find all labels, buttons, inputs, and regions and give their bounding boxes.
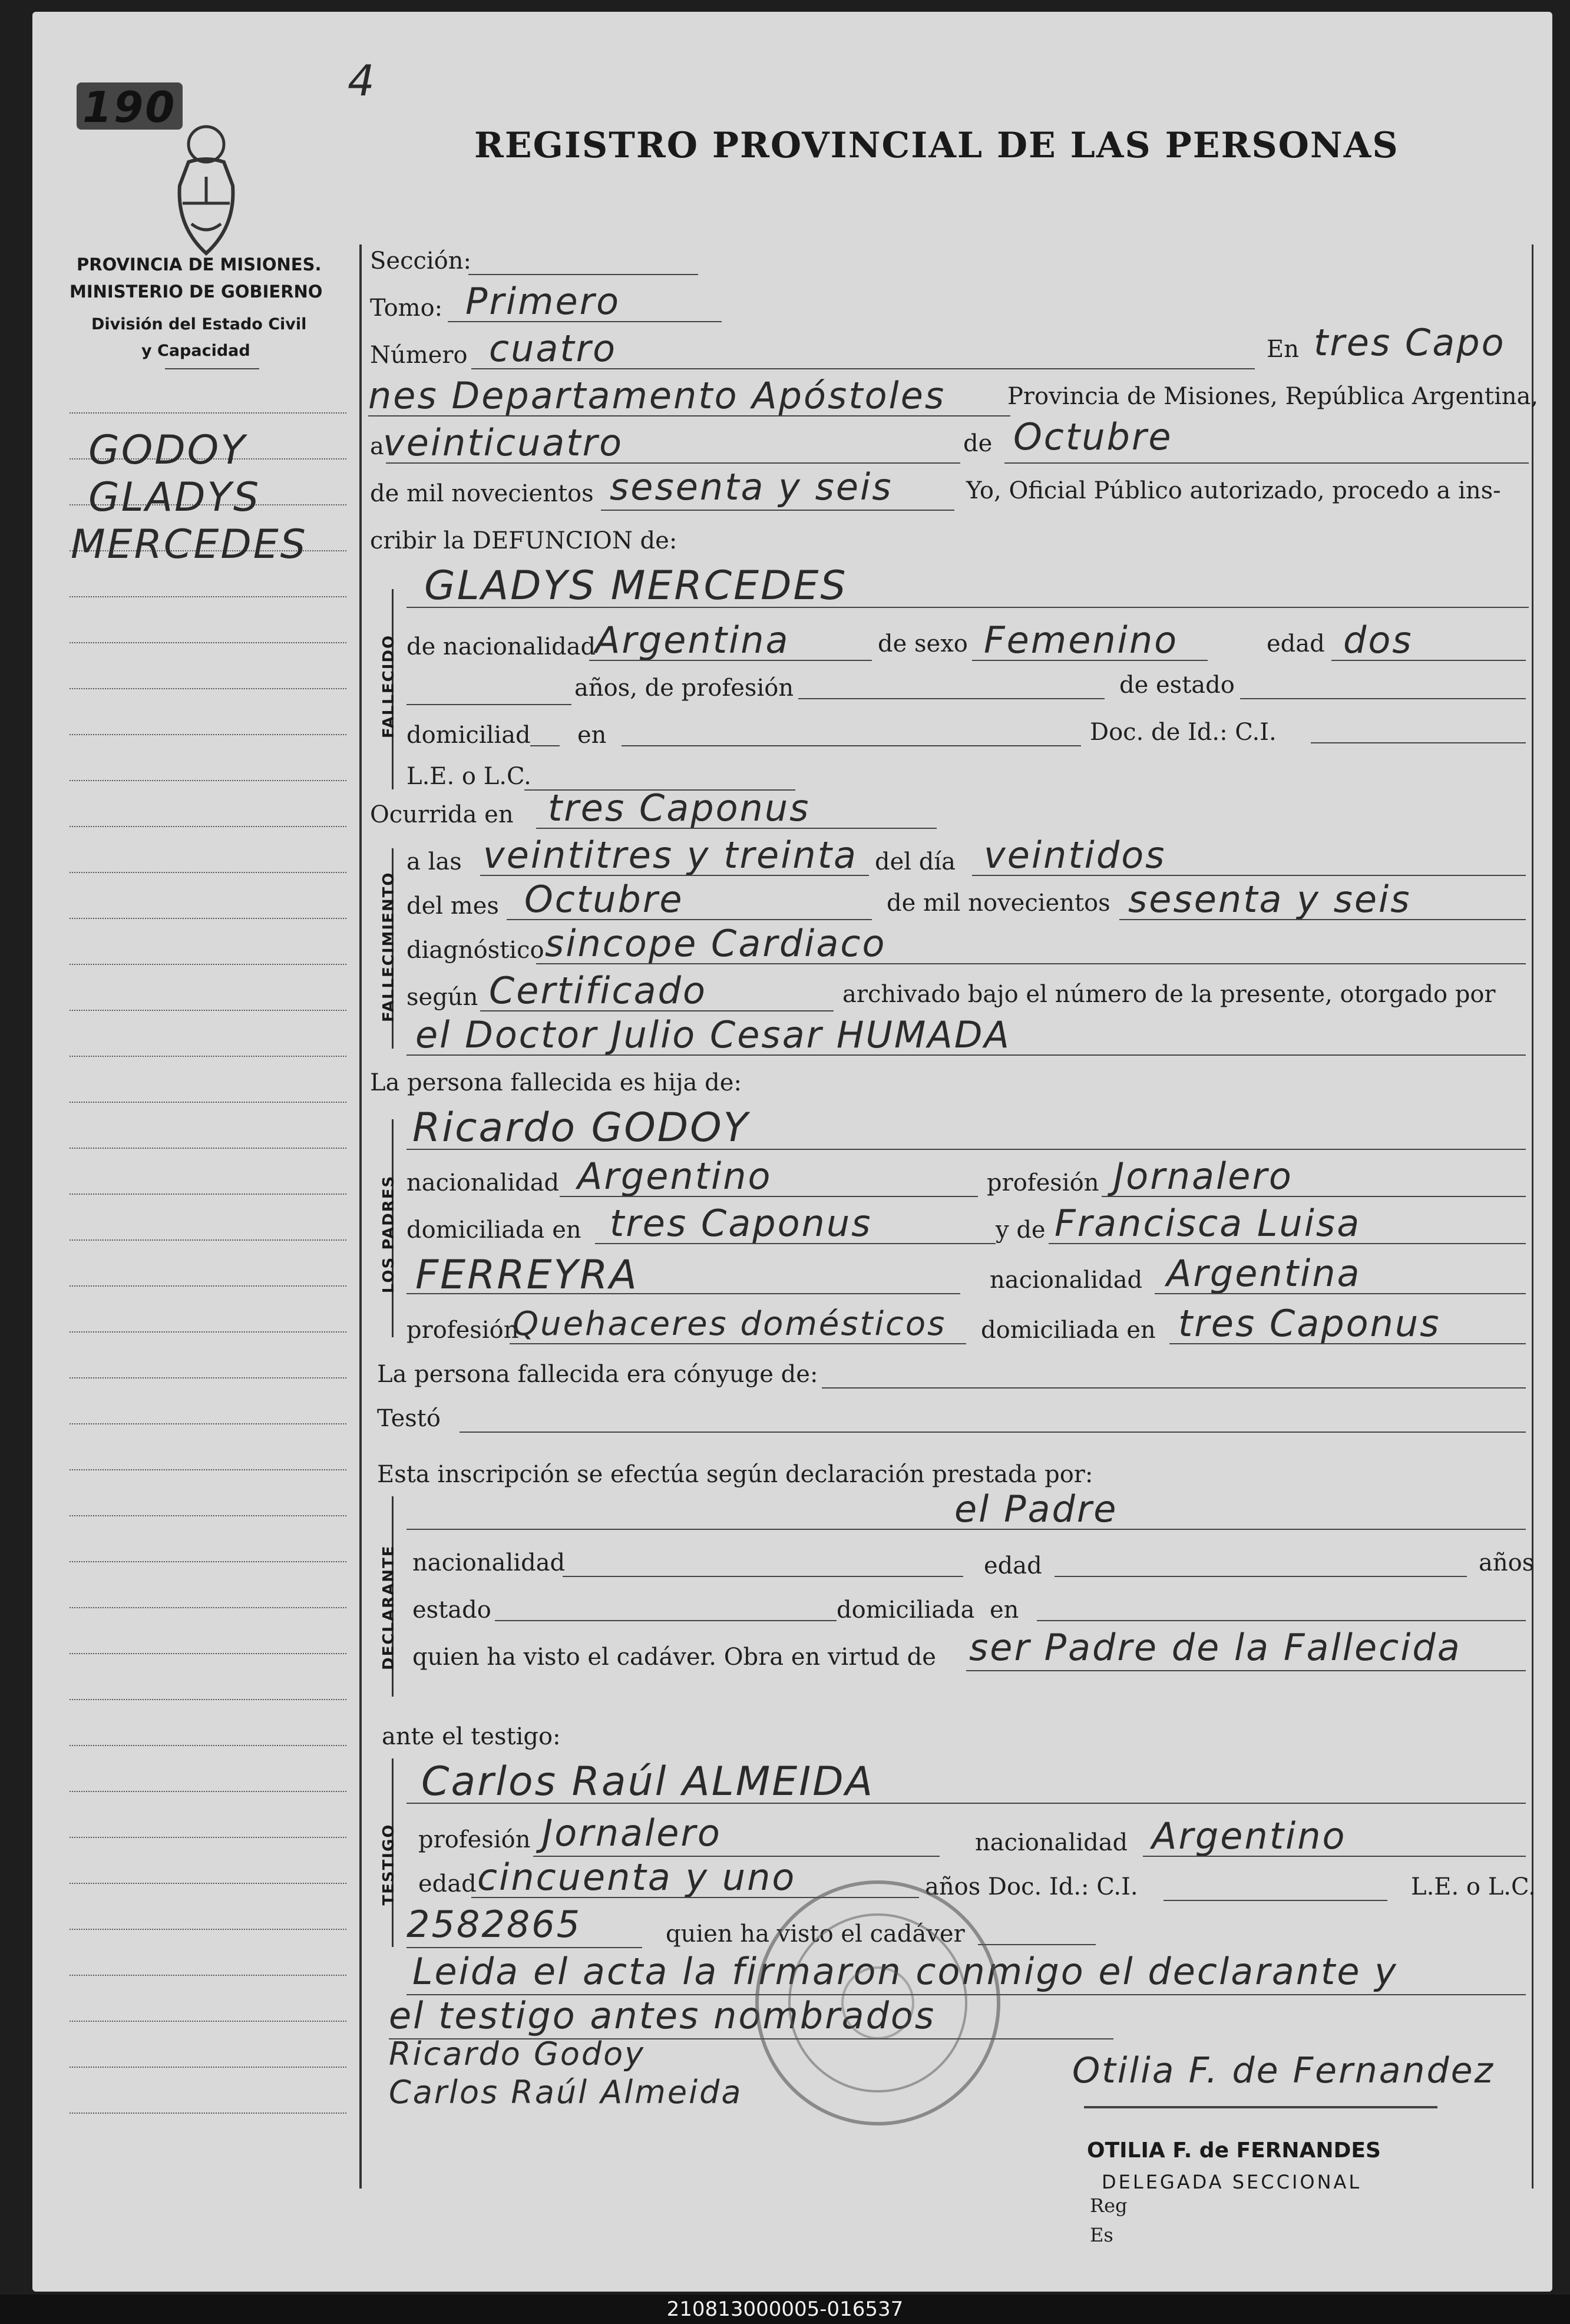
margin-rule xyxy=(70,412,346,414)
label-seccion: Sección: xyxy=(370,247,471,275)
label-en: En xyxy=(1267,336,1299,363)
official-reg: Reg xyxy=(1090,2194,1128,2217)
margin-rule xyxy=(70,2067,346,2068)
label-padre-nacionalidad: nacionalidad xyxy=(406,1169,560,1196)
margin-rule xyxy=(70,642,346,643)
label-de-sexo: de sexo xyxy=(878,630,968,657)
label-edad: edad xyxy=(1267,630,1325,657)
value-edad: dos xyxy=(1343,619,1413,662)
label-testigo-edad: edad xyxy=(418,1870,477,1897)
label-testigo-doc: años Doc. Id.: C.I. xyxy=(925,1873,1138,1900)
division-name: División del Estado Civil xyxy=(91,315,307,333)
label-declarante-en: en xyxy=(990,1596,1019,1624)
value-madre-nacionalidad: Argentina xyxy=(1166,1252,1361,1295)
margin-rule xyxy=(70,1102,346,1103)
label-de-nacionalidad: de nacionalidad xyxy=(406,633,596,660)
margin-rule xyxy=(70,2021,346,2022)
value-dia: veinticuatro xyxy=(383,421,623,464)
label-diagnostico: diagnóstico xyxy=(406,937,544,964)
value-testigo-doc: 2582865 xyxy=(406,1903,582,1946)
label-declarante-domiciliada: domiciliada xyxy=(837,1596,975,1624)
margin-rule xyxy=(70,1561,346,1562)
value-madre-domicilio: tres Caponus xyxy=(1178,1302,1441,1345)
label-mil-novecientos: de mil novecientos xyxy=(370,480,594,507)
value-nacionalidad: Argentina xyxy=(595,619,790,662)
value-dia-fallecimiento: veintidos xyxy=(984,834,1166,877)
label-a-las: a las xyxy=(406,848,462,875)
value-testigo-edad: cincuenta y uno xyxy=(477,1856,796,1899)
label-le-lc: L.E. o L.C. xyxy=(406,763,531,790)
label-padre-profesion: profesión xyxy=(987,1169,1099,1196)
margin-surname: GODOY xyxy=(88,427,247,474)
margin-second-name: MERCEDES xyxy=(71,521,308,568)
margin-rule xyxy=(70,1056,346,1057)
label-declarante-nacionalidad: nacionalidad xyxy=(412,1549,566,1576)
margin-rule xyxy=(70,918,346,919)
margin-rule xyxy=(70,1837,346,1838)
value-mes-fallecimiento: Octubre xyxy=(524,878,684,921)
label-a: a xyxy=(370,433,384,460)
value-diagnostico: sincope Cardiaco xyxy=(545,922,887,965)
page-title: REGISTRO PROVINCIAL DE LAS PERSONAS xyxy=(474,125,1399,166)
value-segun: Certificado xyxy=(489,969,707,1012)
value-fallecido-nombre: GLADYS MERCEDES xyxy=(424,563,848,609)
value-madre-profesion: Quehaceres domésticos xyxy=(513,1305,947,1343)
main-vertical-rule xyxy=(359,244,362,2189)
label-de: de xyxy=(963,430,993,457)
official-name: OTILIA F. de FERNANDES xyxy=(1087,2138,1381,2163)
ministry-name: MINISTERIO DE GOBIERNO xyxy=(70,282,323,302)
label-hija-de: La persona fallecida es hija de: xyxy=(370,1069,742,1096)
value-sexo: Femenino xyxy=(984,619,1179,662)
value-mes: Octubre xyxy=(1013,415,1173,458)
label-testigo-nacionalidad: nacionalidad xyxy=(975,1829,1128,1856)
value-obra-virtud: ser Padre de la Fallecida xyxy=(969,1626,1462,1669)
margin-rule xyxy=(70,1239,346,1241)
value-ocurrida: tres Caponus xyxy=(548,786,811,829)
margin-rule xyxy=(70,1607,346,1608)
value-testigo-nacionalidad: Argentino xyxy=(1152,1814,1347,1857)
margin-rule xyxy=(70,1469,346,1470)
capacity-name: y Capacidad xyxy=(141,342,250,360)
label-archivado: archivado bajo el número de la presente, otorgado por xyxy=(842,981,1496,1008)
value-anio-fallecimiento: sesenta y seis xyxy=(1128,878,1412,921)
label-de-mil-novecientos: de mil novecientos xyxy=(887,890,1110,917)
label-segun: según xyxy=(406,984,478,1011)
margin-rule xyxy=(70,872,346,873)
official-seal xyxy=(748,1873,1007,2133)
label-tomo: Tomo: xyxy=(370,295,443,322)
label-oficial: Yo, Oficial Público autorizado, procedo a ins- xyxy=(966,477,1501,504)
margin-rule xyxy=(70,1883,346,1884)
note-line-2: el testigo antes nombrados xyxy=(389,1994,936,2037)
label-testigo-profesion: profesión xyxy=(418,1826,531,1853)
value-padre-nacionalidad: Argentino xyxy=(577,1155,772,1198)
value-en-lugar: tres Capo xyxy=(1314,321,1506,364)
margin-rule xyxy=(70,734,346,735)
value-departamento: nes Departamento Apóstoles xyxy=(368,374,946,417)
margin-rule xyxy=(70,2113,346,2114)
margin-rule xyxy=(70,1423,346,1424)
label-cribir: cribir la DEFUNCION de: xyxy=(370,527,677,554)
label-doc-id: Doc. de Id.: C.I. xyxy=(1090,719,1277,746)
value-declarante: el Padre xyxy=(954,1487,1118,1530)
page-number: 4 xyxy=(348,56,376,105)
label-inscripcion: Esta inscripción se efectúa según declaración prestada por: xyxy=(377,1461,1093,1488)
official-es: Es xyxy=(1090,2224,1113,2246)
label-de-estado: de estado xyxy=(1119,672,1235,699)
label-numero: Número xyxy=(370,342,468,369)
note-line-1: Leida el acta la firmaron conmigo el declarante y xyxy=(412,1950,1398,1993)
margin-rule xyxy=(70,1148,346,1149)
label-madre-nacionalidad: nacionalidad xyxy=(990,1267,1143,1294)
signature-testigo: Carlos Raúl Almeida xyxy=(389,2074,743,2111)
margin-first-name: GLADYS xyxy=(88,474,261,521)
label-conyuge: La persona fallecida era cónyuge de: xyxy=(377,1361,818,1388)
label-y-de: y de xyxy=(996,1216,1046,1244)
margin-rule xyxy=(70,1975,346,1976)
side-label-declarante: DECLARANTE xyxy=(380,1545,398,1670)
margin-rule xyxy=(70,1377,346,1378)
label-provincia-republica: Provincia de Misiones, República Argentina, xyxy=(1007,383,1539,410)
margin-rule xyxy=(70,596,346,597)
side-label-fallecido: FALLECIDO xyxy=(380,634,398,739)
label-declarante-edad: edad xyxy=(984,1552,1042,1579)
label-en-domicilio: en xyxy=(577,722,607,749)
value-padre-domicilio: tres Caponus xyxy=(610,1202,872,1245)
label-del-mes: del mes xyxy=(406,892,499,920)
value-testigo-nombre: Carlos Raúl ALMEIDA xyxy=(421,1758,875,1805)
value-padre-profesion: Jornalero xyxy=(1113,1155,1293,1198)
signature-oficial: Otilia F. de Fernandez xyxy=(1072,2050,1495,2091)
margin-rule xyxy=(70,1010,346,1011)
value-madre-nombre2: FERREYRA xyxy=(415,1252,639,1298)
stamp-number: 190 xyxy=(82,82,177,132)
province-name: PROVINCIA DE MISIONES. xyxy=(77,254,322,275)
side-label-fallecimiento: FALLECIMIENTO xyxy=(380,871,398,1022)
margin-rule xyxy=(70,780,346,781)
label-domiciliad: domiciliad xyxy=(406,722,531,749)
value-doctor: el Doctor Julio Cesar HUMADA xyxy=(415,1013,1011,1056)
value-numero: cuatro xyxy=(489,327,617,370)
margin-rule xyxy=(70,688,346,689)
label-ante-testigo: ante el testigo: xyxy=(382,1723,561,1750)
value-tomo: Primero xyxy=(465,280,621,323)
margin-rule xyxy=(70,1745,346,1746)
label-madre-domiciliada: domiciliada en xyxy=(981,1317,1156,1344)
label-declarante-estado: estado xyxy=(412,1596,491,1624)
footer-identifier: 210813000005-016537 xyxy=(666,2297,904,2321)
label-declarante-anos: años xyxy=(1479,1549,1535,1576)
label-padre-domiciliada: domiciliada en xyxy=(406,1216,581,1244)
value-madre-nombre1: Francisca Luisa xyxy=(1055,1202,1361,1245)
signature-padre: Ricardo Godoy xyxy=(389,2035,646,2072)
label-testigo-visto: quien ha visto el cadáver xyxy=(666,1920,965,1948)
label-cadaver: quien ha visto el cadáver. Obra en virtud de xyxy=(412,1644,936,1671)
value-anio: sesenta y seis xyxy=(610,465,893,508)
margin-rule xyxy=(70,826,346,827)
side-label-testigo: TESTIGO xyxy=(380,1823,398,1906)
margin-rule xyxy=(70,1331,346,1333)
label-ocurrida: Ocurrida en xyxy=(370,801,514,828)
official-title: DELEGADA SECCIONAL xyxy=(1102,2171,1362,2193)
value-padre-nombre: Ricardo GODOY xyxy=(412,1105,750,1151)
margin-rule xyxy=(70,1515,346,1516)
label-testo: Testó xyxy=(377,1405,441,1432)
label-madre-profesion: profesión xyxy=(406,1317,519,1344)
value-testigo-profesion: Jornalero xyxy=(542,1811,722,1854)
margin-rule xyxy=(70,1194,346,1195)
margin-rule xyxy=(70,1929,346,1930)
side-label-padres: LOS PADRES xyxy=(380,1175,398,1294)
label-del-dia: del día xyxy=(875,848,956,875)
margin-rule xyxy=(70,1791,346,1792)
label-anos-profesion: años, de profesión xyxy=(574,675,794,702)
coat-of-arms-icon xyxy=(156,121,256,262)
margin-rule xyxy=(70,1699,346,1700)
label-testigo-lelc: L.E. o L.C. xyxy=(1411,1873,1536,1900)
margin-rule xyxy=(70,1285,346,1287)
margin-rule xyxy=(70,964,346,965)
margin-rule xyxy=(70,1653,346,1654)
value-hora: veintitres y treinta xyxy=(483,834,858,877)
